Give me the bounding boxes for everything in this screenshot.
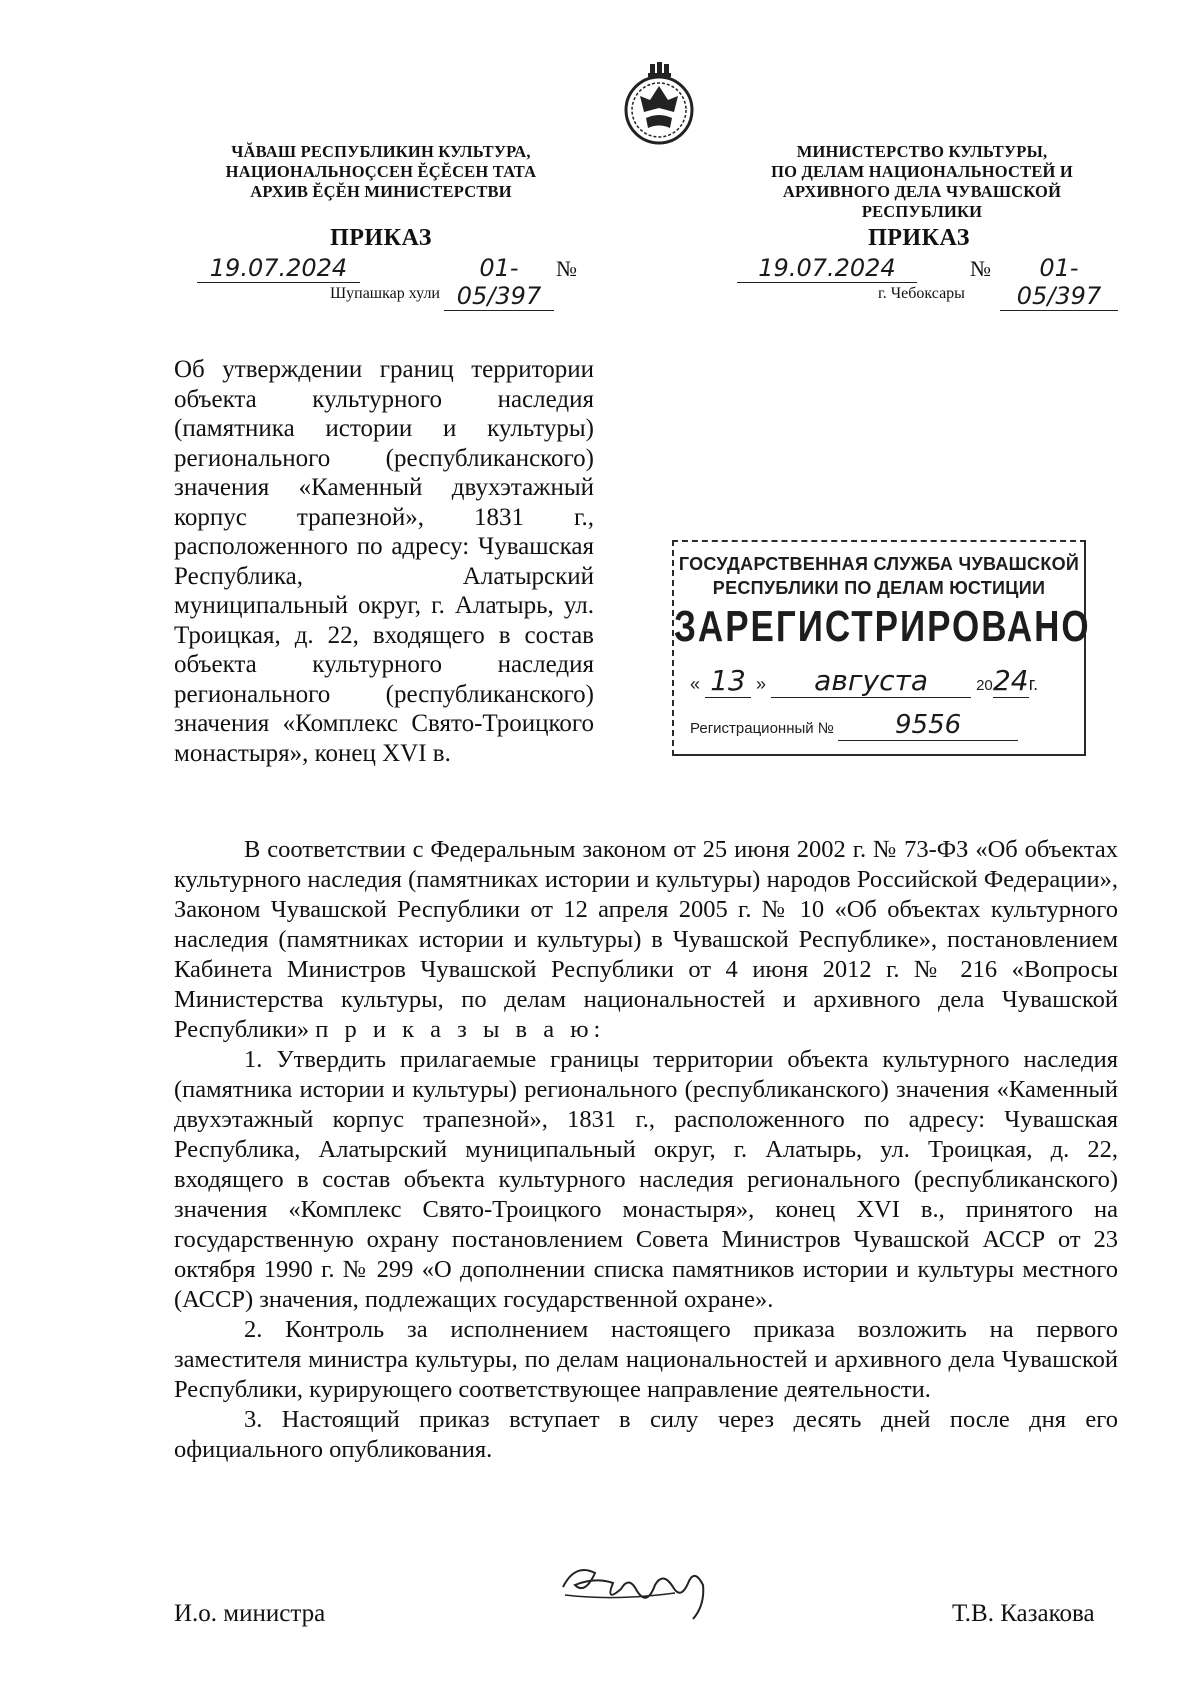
stamp-registration (690, 710, 1070, 741)
registration-stamp (672, 540, 1091, 756)
city-right: г. Чебоксары (878, 285, 965, 302)
stamp-quote-close: » (756, 674, 767, 694)
stamp-day: 13 (705, 664, 751, 698)
header-right (722, 142, 1122, 222)
stamp-agency (674, 552, 1084, 600)
order-number-right: 01-05/397 (1000, 254, 1118, 311)
header-left-line-3: АРХИВ ĔÇĔН МИНИСТЕРСТВИ (250, 182, 512, 201)
coat-of-arms-emblem (620, 62, 698, 148)
order-number-left: 01-05/397 (444, 254, 554, 311)
order-date-right: 19.07.2024 (737, 254, 917, 283)
order-subject: Об утверждении границ территории объекта культурного наследия (памятника истории и культуры) регионального (республиканского) значения «Каменный двухэтажный корпус трапезной», 1831 г., расположенного по адресу: Чувашская Республика, Алатырский муниципальный округ, г. Алатырь, ул. Троицкая, д. 22, входящего в состав объекта культурного наследия регионального (республиканского) значения «Комплекс Свято-Троицкого монастыря», конец XVI в. (174, 356, 594, 767)
header-left-line-1: ЧĂВАШ РЕСПУБЛИКИН КУЛЬТУРА, (231, 142, 531, 161)
header-right-line-2: ПО ДЕЛАМ НАЦИОНАЛЬНОСТЕЙ И (771, 162, 1073, 181)
stamp-agency-line-2: РЕСПУБЛИКИ ПО ДЕЛАМ ЮСТИЦИИ (712, 578, 1046, 598)
header-left (200, 142, 562, 202)
item-2: 2. Контроль за исполнением настоящего приказа возложить на первого заместителя министра культуры, по делам национальностей и архивного дела Чувашской Республики, курирующего соответствующее направление деятельности. (174, 1316, 1118, 1403)
signatory-name: Т.В. Казакова (952, 1600, 1095, 1627)
stamp-quote-open: « (690, 674, 701, 694)
header-left-line-2: НАЦИОНАЛЬНОÇСЕН ĔÇĔСЕН ТАТА (225, 162, 537, 181)
order-title-right: ПРИКАЗ (868, 225, 970, 251)
stamp-agency-line-1: ГОСУДАРСТВЕННАЯ СЛУЖБА ЧУВАШСКОЙ (678, 554, 1080, 574)
stamp-year-prefix: 20 (976, 677, 993, 694)
stamp-year-unit: г. (1028, 674, 1039, 694)
preamble-paragraph (174, 835, 1118, 1045)
stamp-reg-number: 9556 (838, 710, 1018, 741)
header-right-line-1: МИНИСТЕРСТВО КУЛЬТУРЫ, (796, 142, 1048, 161)
stamp-date (690, 664, 1070, 698)
stamp-reg-label: Регистрационный № (690, 720, 834, 737)
order-title-left: ПРИКАЗ (330, 225, 432, 251)
order-body (174, 835, 1118, 1465)
signatory-role: И.о. министра (174, 1600, 326, 1627)
stamp-month: августа (771, 664, 971, 698)
handwritten-signature (555, 1555, 725, 1625)
item-3: 3. Настоящий приказ вступает в силу через десять дней после дня его официального опубликования. (174, 1406, 1118, 1463)
number-sign-right: № (970, 256, 991, 281)
number-sign-left: № (556, 256, 577, 281)
stamp-status: ЗАРЕГИСТРИРОВАНО (674, 602, 1091, 651)
city-left: Шупашкар хули (330, 285, 440, 302)
item-1: 1. Утвердить прилагаемые границы территории объекта культурного наследия (памятника истории и культуры) регионального (республиканского) значения «Каменный двухэтажный корпус трапезной», 1831 г., расположенного по адресу: Чувашская Республика, Алатырский муниципальный округ, г. Алатырь, ул. Троицкая, д. 22, входящего в состав объекта культурного наследия регионального (республиканского) значения «Комплекс Свято-Троицкого монастыря», конец XVI в., принятого на государственную охрану постановлением Совета Министров Чувашской АССР от 23 октября 1990 г. № 299 «О дополнении списка памятников истории и культуры местного (АССР) значения, подлежащих государственной охране». (174, 1046, 1118, 1313)
header-right-line-3: АРХИВНОГО ДЕЛА ЧУВАШСКОЙ РЕСПУБЛИКИ (782, 182, 1062, 221)
preamble-text: В соответствии с Федеральным законом от 25 июня 2002 г. № 73-ФЗ «Об объектах культурного наследия (памятниках истории и культуры) народов Российской Федерации», Законом Чувашской Республики от 12 апреля 2005 г. № 10 «Об объектах культурного наследия (памятниках истории и культуры) в Чувашской Республике», постановлением Кабинета Министров Чувашской Республики от 4 июня 2012 г. № 216 «Вопросы Министерства культуры, по делам национальностей и архивного дела Чувашской Республики» (174, 836, 1118, 1043)
stamp-year-suffix: 24 (992, 664, 1029, 697)
order-date-left: 19.07.2024 (197, 254, 360, 283)
order-word: п р и к а з ы в а ю: (315, 1016, 606, 1043)
